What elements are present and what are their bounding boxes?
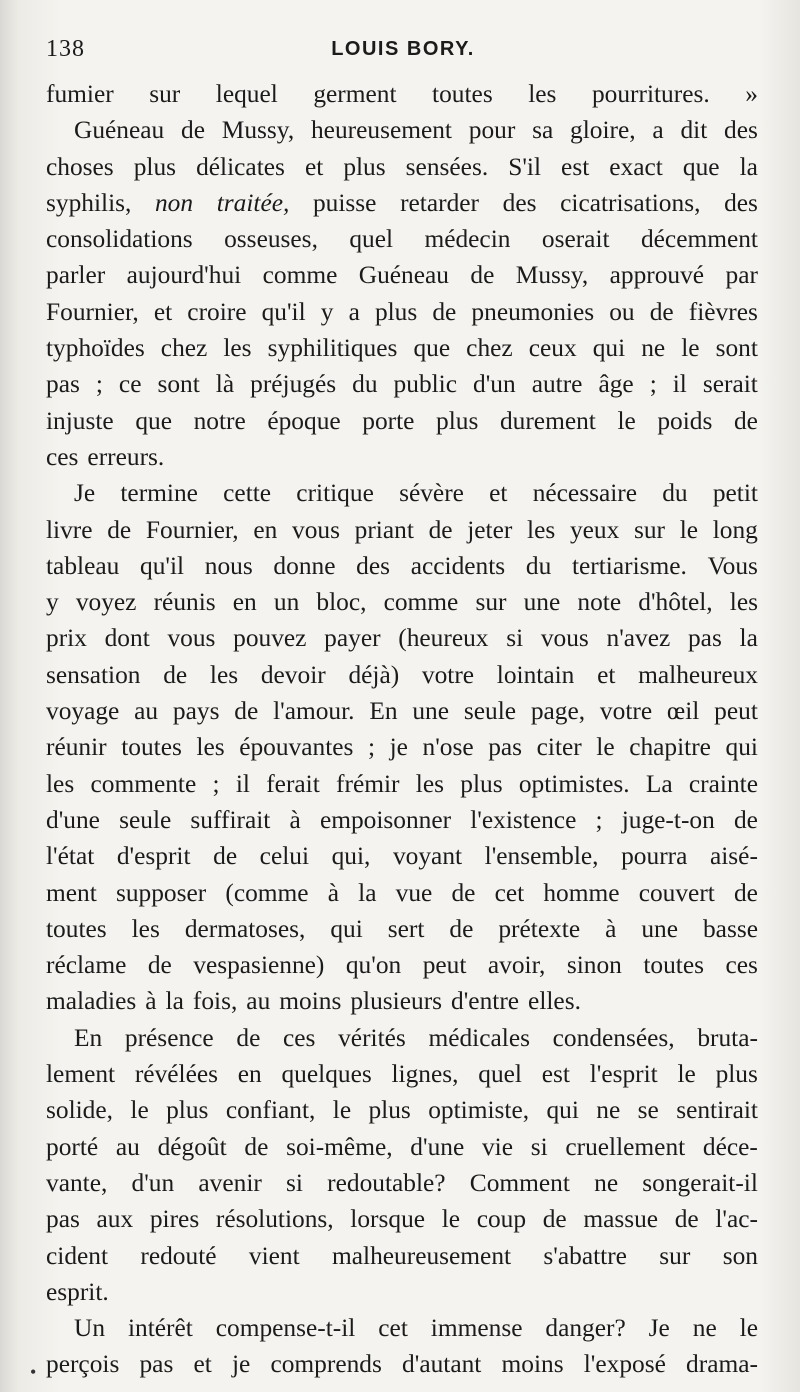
text-line: porté au dégoût de soi-même, d'une vie si cruellement déce-: [46, 1132, 758, 1161]
text-line: Guéneau de Mussy, heureusement pour sa gloire, a dit des: [74, 116, 758, 145]
text-line: perçois pas et je comprends d'autant moins l'exposé drama-: [46, 1350, 758, 1379]
text-line: ces erreurs.: [46, 442, 165, 471]
text-line: typhoïdes chez les syphilitiques que chez ceux qui ne le sont: [46, 334, 758, 363]
text-line: livre de Fournier, en vous priant de jeter les yeux sur le long: [46, 515, 758, 544]
text-line: sensation de les devoir déjà) votre lointain et malheureux: [46, 660, 758, 689]
text-line: réunir toutes les épouvantes ; je n'ose pas citer le chapitre qui: [46, 733, 758, 762]
text-line: les commente ; il ferait frémir les plus optimistes. La crainte: [46, 769, 758, 798]
margin-mark: •: [30, 1362, 37, 1382]
text-line: injuste que notre époque porte plus durement le poids de: [46, 406, 758, 435]
text-line: prix dont vous pouvez payer (heureux si vous n'avez pas la: [46, 624, 758, 653]
text-line: parler aujourd'hui comme Guéneau de Mussy, approuvé par: [46, 261, 758, 290]
text-line: l'état d'esprit de celui qui, voyant l'ensemble, pourra aisé-: [46, 842, 758, 871]
text-line: y voyez réunis en un bloc, comme sur une note d'hôtel, les: [46, 588, 758, 617]
text-line: Je termine cette critique sévère et nécessaire du petit: [74, 479, 758, 508]
text-line: réclame de vespasienne) qu'on peut avoir, sinon toutes ces: [46, 951, 758, 980]
page-number: 138: [46, 36, 85, 62]
text-line: fumier sur lequel germent toutes les pourritures. »: [46, 80, 758, 108]
text-line: toutes les dermatoses, qui sert de prétexte à une basse: [46, 914, 758, 943]
text-line: tableau qu'il nous donne des accidents du tertiarisme. Vous: [46, 551, 758, 580]
running-head: LOUIS BORY.: [331, 38, 475, 60]
text-line: esprit.: [46, 1277, 109, 1306]
text-line: cident redouté vient malheureusement s'abattre sur son: [46, 1241, 758, 1270]
text-line: lement révélées en quelques lignes, quel est l'esprit le plus: [46, 1060, 758, 1089]
body-text: [46, 76, 758, 1383]
text-line: voyage au pays de l'amour. En une seule page, votre œil peut: [46, 697, 758, 726]
text-line: En présence de ces vérités médicales condensées, bruta-: [74, 1023, 758, 1052]
text-line: syphilis, non traitée, puisse retarder des cicatrisations, des: [46, 188, 758, 217]
text-line: consolidations osseuses, quel médecin oserait décemment: [46, 225, 758, 254]
text-line: d'une seule suffirait à empoisonner l'existence ; juge-t-on de: [46, 805, 758, 834]
text-line: Un intérêt compense-t-il cet immense danger? Je ne le: [74, 1314, 758, 1343]
text-line: solide, le plus confiant, le plus optimiste, qui ne se sentirait: [46, 1096, 758, 1125]
text-line: pas aux pires résolutions, lorsque le coup de massue de l'ac-: [46, 1205, 758, 1234]
text-line: choses plus délicates et plus sensées. S'il est exact que la: [46, 152, 758, 181]
text-line: ment supposer (comme à la vue de cet homme couvert de: [46, 878, 758, 907]
text-line: maladies à la fois, au moins plusieurs d'entre elles.: [46, 987, 581, 1016]
page-header: [46, 36, 760, 68]
text-line: Fournier, et croire qu'il y a plus de pneumonies ou de fièvres: [46, 297, 758, 326]
text-line: vante, d'un avenir si redoutable? Comment ne songerait-il: [46, 1168, 758, 1197]
text-line: pas ; ce sont là préjugés du public d'un autre âge ; il serait: [46, 370, 758, 399]
